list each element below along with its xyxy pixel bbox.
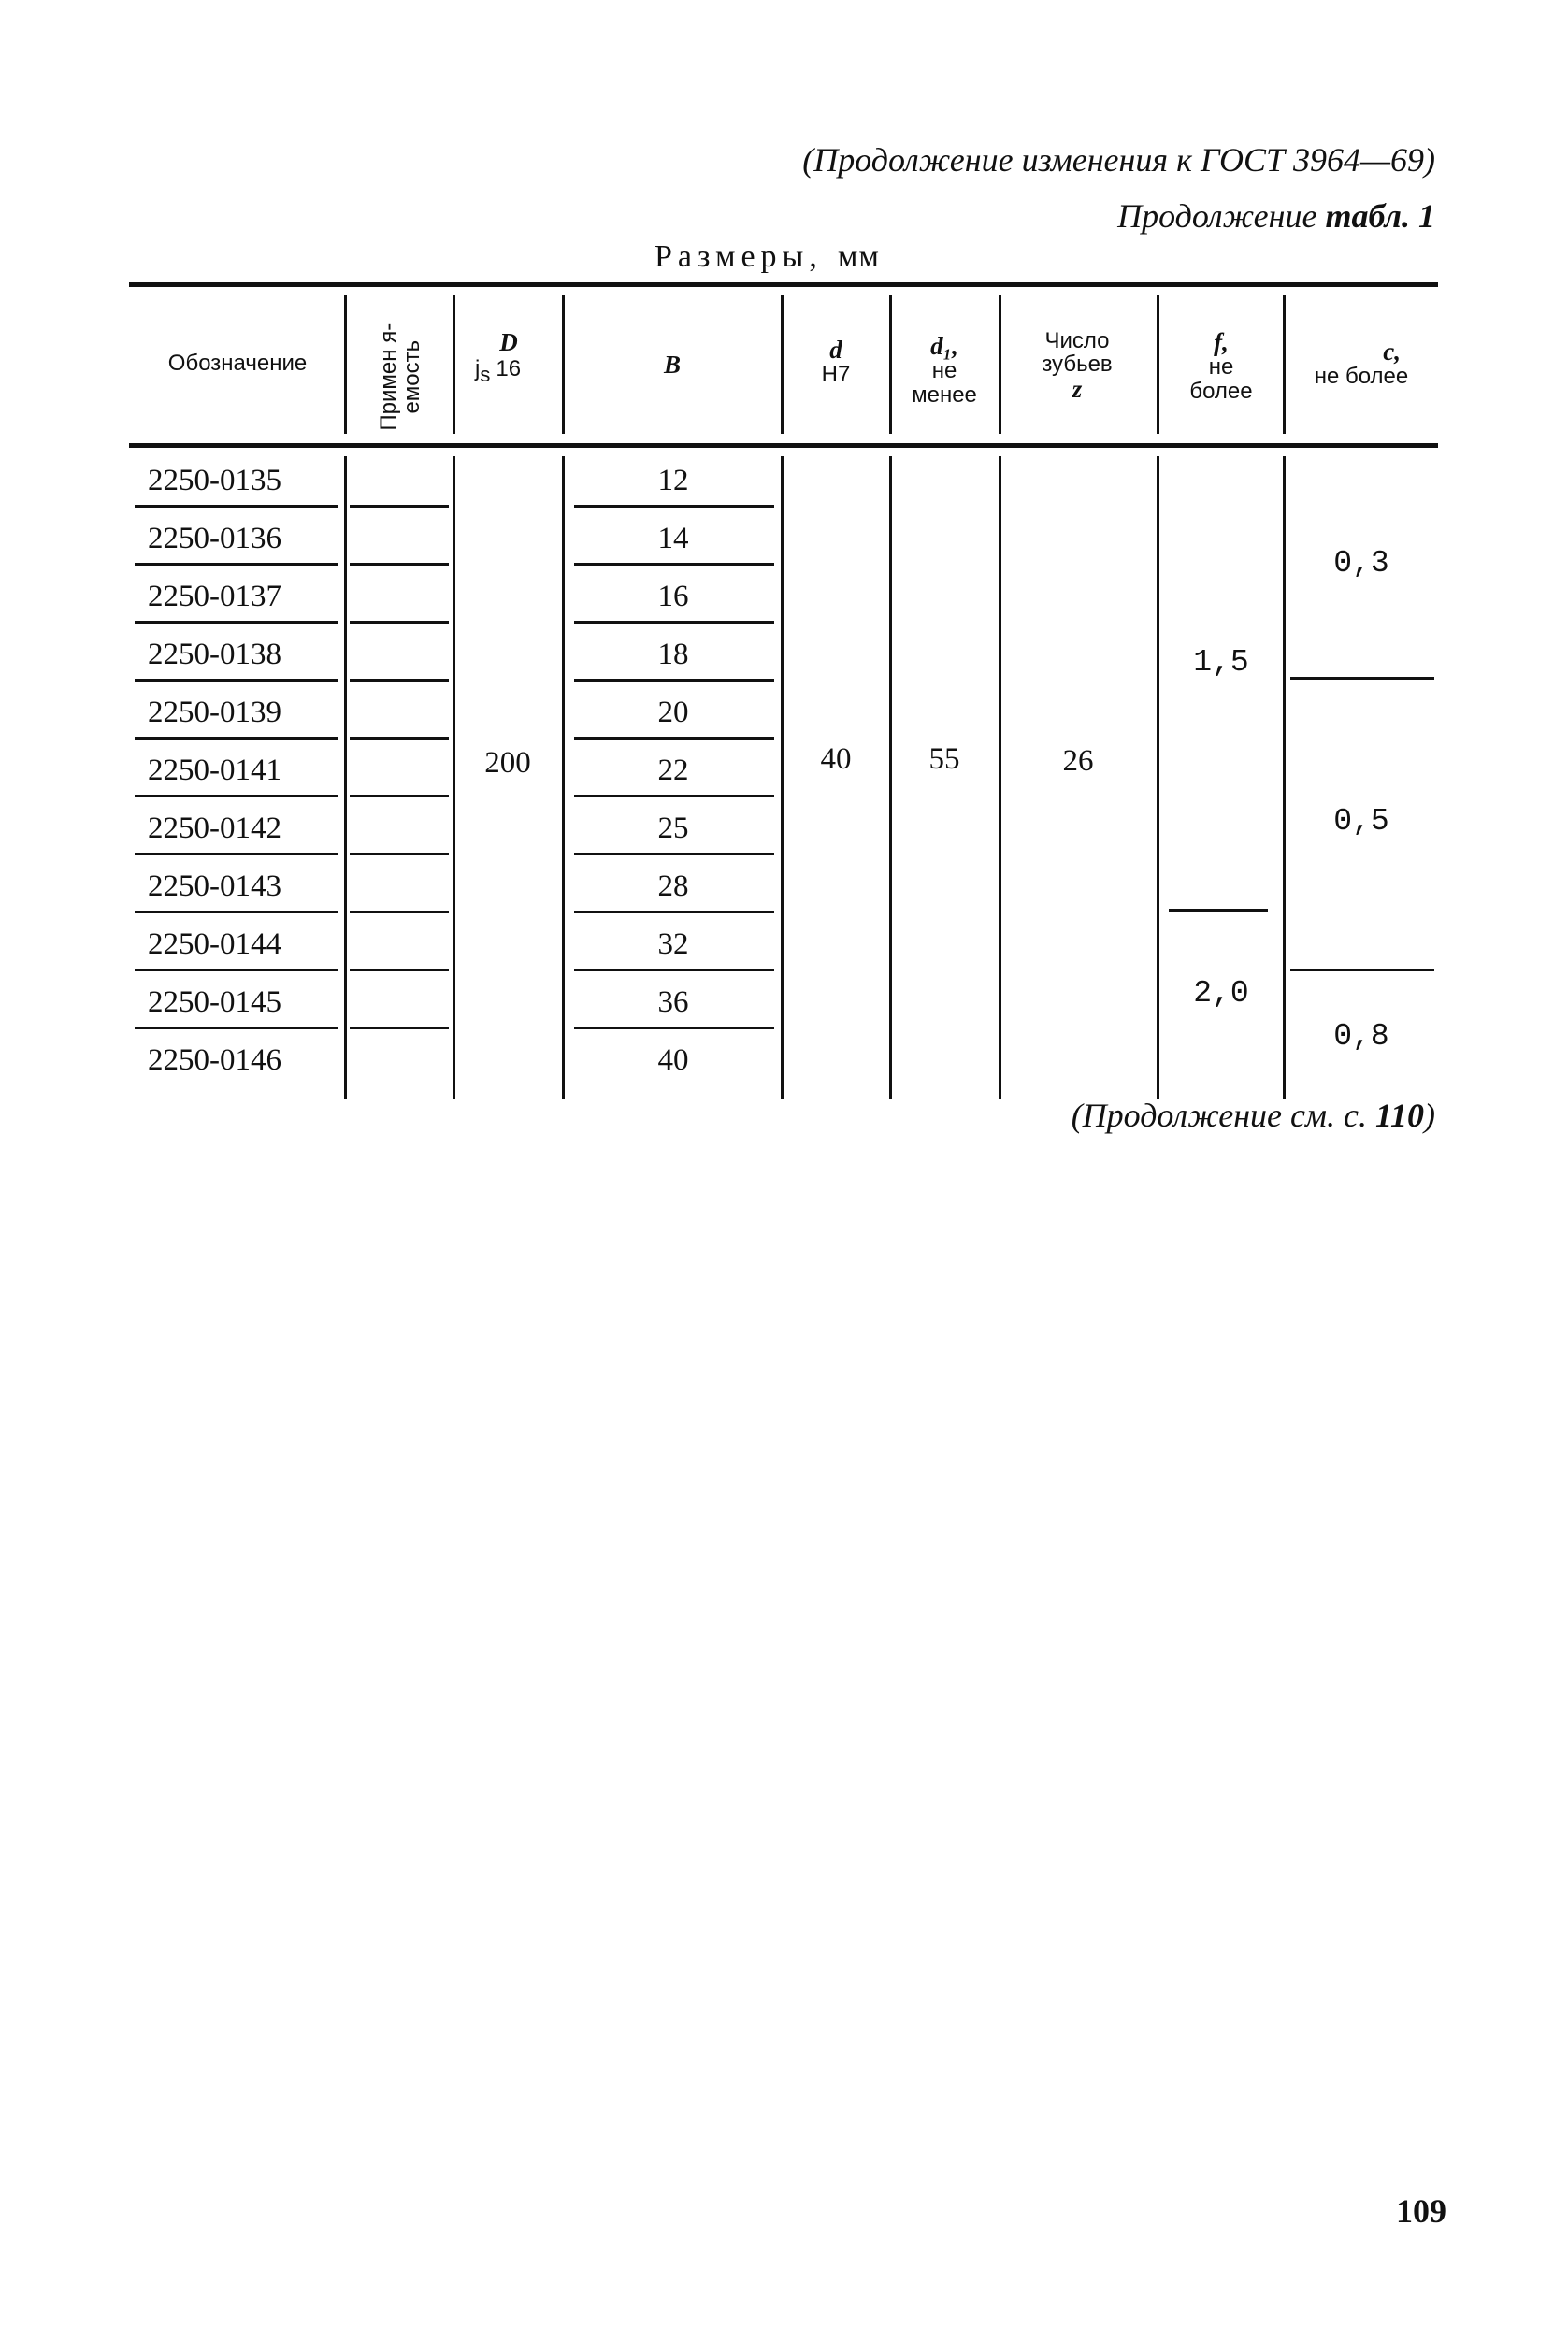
B-symbol: B <box>663 351 681 379</box>
d-tol: H7 <box>821 362 851 388</box>
col-header-f <box>1161 329 1281 403</box>
row-rule <box>135 795 338 797</box>
B-rule <box>574 737 774 740</box>
f-symbol: f, <box>1214 328 1229 356</box>
col-header-B <box>567 352 778 378</box>
z-line1: Число <box>1044 328 1110 353</box>
row-B-value: 20 <box>657 696 689 729</box>
continuation-table-prefix: Продолжение <box>1117 197 1326 235</box>
f-line2: не <box>1208 354 1234 381</box>
c-value-group2: 0,5 <box>1333 804 1389 839</box>
applicability-text: Примен я- емость <box>375 323 424 431</box>
c-group-divider-2 <box>1290 969 1434 971</box>
applicability-rule <box>350 1027 449 1029</box>
d-value: 40 <box>820 742 852 776</box>
row-designation: 2250-0135 <box>148 464 281 497</box>
footer-page-ref: 110 <box>1374 1097 1424 1134</box>
row-designation: 2250-0145 <box>148 985 281 1019</box>
row-designation: 2250-0143 <box>148 869 281 903</box>
col-sep-5-head <box>889 295 892 434</box>
row-designation: 2250-0138 <box>148 638 281 671</box>
row-rule <box>135 679 338 682</box>
col-sep-2 <box>453 456 455 1099</box>
row-rule <box>135 505 338 508</box>
d1-value: 55 <box>928 742 960 776</box>
col-sep-4 <box>781 456 784 1099</box>
z-line2: зубьев <box>1042 352 1113 378</box>
B-rule <box>574 911 774 913</box>
applicability-rule <box>350 853 449 855</box>
col-sep-2-head <box>453 295 455 434</box>
continuation-footer <box>1072 1096 1435 1135</box>
f-value-group1: 1,5 <box>1193 645 1249 680</box>
row-B-value: 40 <box>657 1043 689 1077</box>
col-sep-5 <box>889 456 892 1099</box>
z-symbol: z <box>1072 375 1083 404</box>
row-designation: 2250-0142 <box>148 811 281 845</box>
col-sep-3 <box>562 456 565 1099</box>
applicability-rule <box>350 795 449 797</box>
row-designation: 2250-0137 <box>148 580 281 613</box>
col-sep-7-head <box>1157 295 1159 434</box>
B-rule <box>574 563 774 566</box>
d1-line2: не <box>931 358 957 384</box>
col-sep-8-head <box>1283 295 1286 434</box>
d-symbol: d <box>829 336 842 364</box>
B-rule <box>574 969 774 971</box>
page-number: 109 <box>1396 2192 1446 2230</box>
z-value: 26 <box>1062 744 1094 778</box>
D-value: 200 <box>484 746 531 780</box>
row-B-value: 22 <box>657 754 689 787</box>
f-value-group2: 2,0 <box>1193 976 1249 1011</box>
c-line2: не более <box>1314 364 1409 390</box>
B-rule <box>574 505 774 508</box>
applicability-rule <box>350 505 449 508</box>
row-designation: 2250-0146 <box>148 1043 281 1077</box>
applicability-rule <box>350 969 449 971</box>
row-rule <box>135 1027 338 1029</box>
row-rule <box>135 853 338 855</box>
table-header-rule <box>129 443 1438 448</box>
units-label <box>655 239 880 275</box>
applicability-rule <box>350 679 449 682</box>
applicability-rule <box>350 621 449 624</box>
c-value-group3: 0,8 <box>1333 1019 1389 1054</box>
row-rule <box>135 621 338 624</box>
row-B-value: 25 <box>657 811 689 845</box>
c-symbol: c, <box>1383 338 1401 366</box>
col-sep-1-head <box>344 295 347 434</box>
D-tol-num: 16 <box>496 356 522 382</box>
footer-suffix: ) <box>1424 1097 1435 1134</box>
row-B-value: 18 <box>657 638 689 671</box>
row-rule <box>135 563 338 566</box>
d1-line3: менее <box>912 381 977 408</box>
col-header-c <box>1287 338 1436 389</box>
applicability-rule <box>350 911 449 913</box>
col-sep-8 <box>1283 456 1286 1099</box>
col-header-designation: Обозначение <box>167 351 308 376</box>
B-rule <box>574 853 774 855</box>
row-B-value: 16 <box>657 580 689 613</box>
col-sep-1 <box>344 456 347 1099</box>
c-group-divider-1 <box>1290 677 1434 680</box>
row-B-value: 36 <box>657 985 689 1019</box>
row-designation: 2250-0144 <box>148 927 281 961</box>
col-header-d <box>785 337 886 387</box>
B-rule <box>574 1027 774 1029</box>
continuation-table-number: табл. 1 <box>1325 197 1435 235</box>
row-rule <box>135 969 338 971</box>
continuation-change-header: (Продолжение изменения к ГОСТ 3964—69) <box>802 141 1435 179</box>
units-mm: мм <box>837 239 880 274</box>
B-rule <box>574 621 774 624</box>
col-sep-3-head <box>562 295 565 434</box>
B-rule <box>574 795 774 797</box>
footer-prefix: (Продолжение см. с. <box>1071 1097 1375 1134</box>
col-sep-4-head <box>781 295 784 434</box>
row-B-value: 28 <box>657 869 689 903</box>
f-group-divider <box>1169 909 1268 912</box>
col-header-d1 <box>894 333 995 407</box>
B-rule <box>574 679 774 682</box>
D-tol-j: j <box>475 356 481 382</box>
row-B-value: 14 <box>657 522 689 555</box>
row-rule <box>135 911 338 913</box>
col-header-z <box>1002 329 1152 403</box>
applicability-rule <box>350 737 449 740</box>
row-B-value: 32 <box>657 927 689 961</box>
D-tol-s: s <box>480 363 491 387</box>
row-designation: 2250-0139 <box>148 696 281 729</box>
col-header-applicability <box>352 305 449 432</box>
units-word: Размеры, <box>655 239 823 274</box>
col-sep-7 <box>1157 456 1159 1099</box>
c-value-group1: 0,3 <box>1333 546 1389 581</box>
row-rule <box>135 737 338 740</box>
D-symbol: D <box>499 328 518 356</box>
d1-symbol: d₁, <box>930 332 958 360</box>
col-sep-6 <box>999 456 1001 1099</box>
f-line3: более <box>1189 378 1253 404</box>
row-designation: 2250-0141 <box>148 754 281 787</box>
applicability-rule <box>350 563 449 566</box>
continuation-table-header <box>1117 196 1435 236</box>
row-B-value: 12 <box>657 464 689 497</box>
table-top-rule <box>129 282 1438 287</box>
row-designation: 2250-0136 <box>148 522 281 555</box>
col-sep-6-head <box>999 295 1001 434</box>
col-header-D <box>462 329 555 385</box>
